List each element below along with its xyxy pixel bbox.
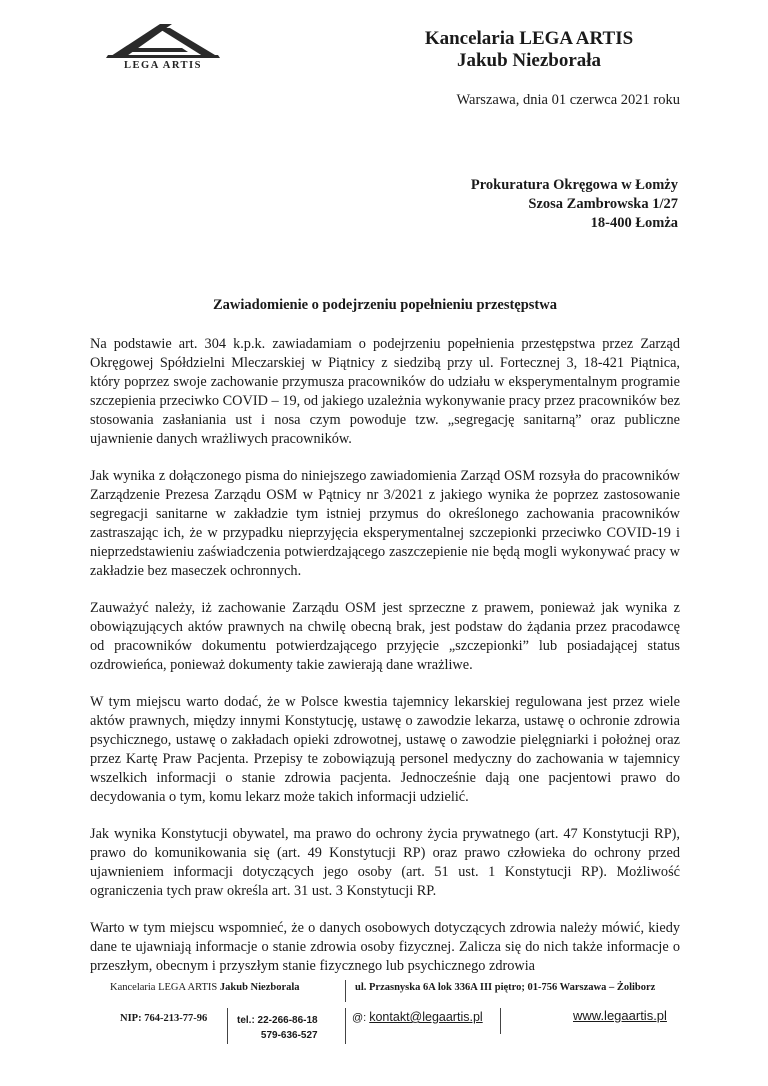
recipient-line1: Prokuratura Okręgowa w Łomży xyxy=(470,177,678,193)
website-link[interactable]: www.legaartis.pl xyxy=(573,1008,667,1023)
paragraph: W tym miejscu warto dodać, że w Polsce kwestia tajemnicy lekarskiej regulowana jest przez wiele aktów prawnych, między innymi Konstytucję, ustawę o zawodzie lekarza, ustawę o ochronie zdrowia psychicznego, ustawę o zakładach opieki zdrowotnej, ustawę o zawodzie pielęgniarki i położnej oraz przez Kartę Praw Pacjenta. Przepisy te zobowiązują personel medyczny do zachowania w tajemnicy wszelkich informacji o stanie zdrowia pacjenta. Jednocześnie dają one pacjentowi prawo do decydowania o tym, komu lekarz może takich informacji udzielić. xyxy=(90,694,680,805)
footer-firm-bold: Jakub Niezborala xyxy=(219,982,300,993)
footer-phone xyxy=(237,1013,318,1043)
paragraph: Na podstawie art. 304 k.p.k. zawiadamiam o podejrzeniu popełnienia przestępstwa przez Zarząd Okręgowej Spółdzielni Mleczarskiej w Piątnicy z siedzibą przy ul. Fortecznej 3, 18-421 Piątnica, który poprzez swoje zachowanie przymusza pracowników do udziału w eksperymentalnym programie szczepienia przeciwko COVID – 19, od jakiego uzależnia wykonywanie pracy przez pracowników bez stosowania zasłaniania ust i nosa czym powoduje tzw. „segregację sanitarną” oraz publiczne ujawnienie danych wrażliwych pracowników. xyxy=(90,336,680,447)
footer-nip: NIP: 764-213-77-96 xyxy=(120,1013,208,1024)
firm-name-line1: Kancelaria LEGA ARTIS xyxy=(424,28,634,49)
email-link[interactable]: kontakt@legaartis.pl xyxy=(369,1010,483,1024)
recipient-line3: 18-400 Łomża xyxy=(590,215,678,231)
recipient-address xyxy=(471,176,678,233)
footer-email xyxy=(352,1010,483,1024)
footer-phone-line1: tel.: 22-266-86-18 xyxy=(237,1015,318,1026)
paragraph: Warto w tym miejscu wspomnieć, że o danych osobowych dotyczących zdrowia należy mówić, kiedy dane te ujawniają informacje o stanie zdrowia osoby fizycznej. Zalicza się do nich także informacje o przeszłym, obecnym i przyszłym stanie fizycznego lub psychicznego zdrowia xyxy=(90,920,680,974)
footer-phone-line2: 579-636-527 xyxy=(260,1030,318,1041)
paragraph: Zauważyć należy, iż zachowanie Zarządu OSM jest sprzeczne z prawem, ponieważ jak wynika z obowiązujących aktów prawnych na chwilę obecną brak, jest podstaw do żądania przez pracodawcę od pracowników dokumentu potwierdzającego przyjęcie „szczepionki” lub posiadającej status ozdrowieńca, ponieważ dokumenty takie zawierają dane wrażliwe. xyxy=(90,600,680,673)
document-title: Zawiadomienie o podejrzeniu popełnieniu przestępstwa xyxy=(213,297,557,313)
firm-name-line2: Jakub Niezborała xyxy=(456,50,602,71)
letter-body xyxy=(90,335,680,994)
paragraph: Jak wynika Konstytucji obywatel, ma prawo do ochrony życia prywatnego (art. 47 Konstytucji RP), prawo do komunikowania się (art. 49 Konstytucji RP) oraz prawo człowieka do ochrony przed ujawnieniem informacji dotyczących jego osoby (art. 51 ust. 1 Konstytucji RP). Możliwość ograniczenia tych praw określa art. 31 ust. 3 Konstytucji RP. xyxy=(90,826,680,899)
footer-divider xyxy=(345,1008,346,1044)
footer-address: ul. Przasnyska 6A lok 336A III piętro; 01-756 Warszawa – Żoliborz xyxy=(355,982,656,993)
footer-firm-name xyxy=(110,982,300,993)
recipient-line2: Szosa Zambrowska 1/27 xyxy=(528,196,678,212)
email-label: @: xyxy=(352,1012,367,1024)
footer-website xyxy=(573,1008,667,1023)
lega-artis-logo xyxy=(98,22,228,78)
logo-text: LEGA ARTIS xyxy=(124,60,202,71)
logo-triangle-icon xyxy=(98,22,228,62)
firm-name xyxy=(414,28,644,72)
footer-divider xyxy=(345,980,346,1002)
letterhead-footer xyxy=(90,978,690,1048)
footer-firm-plain: Kancelaria LEGA ARTIS xyxy=(110,982,220,993)
letter-date: Warszawa, dnia 01 czerwca 2021 roku xyxy=(456,92,680,108)
footer-divider xyxy=(500,1008,501,1034)
paragraph: Jak wynika z dołączonego pisma do niniejszego zawiadomienia Zarząd OSM rozsyła do pracowników Zarządzenie Prezesa Zarządu OSM w Pątnicy nr 3/2021 z jakiego wynika że poprzez zastosowanie segregacji sanitarne w zakładzie tym istniej przymus do określonego zachowania pracowników zastraszając ich, że w przypadku nieprzyjęcia eksperymentalnej szczepionki przeciwko COVID-19 i nieprzedstawieniu zaświadczenia potwierdzającego zaszczepienie nie będą mogli wykonywać pracy w zakładzie bez maseczek ochronnych. xyxy=(90,468,680,579)
footer-divider xyxy=(227,1008,228,1044)
